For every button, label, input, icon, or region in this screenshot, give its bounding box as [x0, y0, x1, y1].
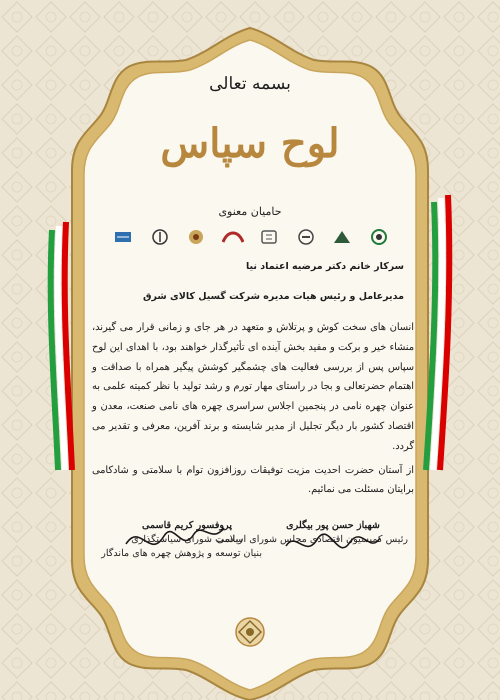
sponsor-logo	[368, 228, 390, 246]
certificate-title: لوح سپاس	[160, 120, 340, 167]
recipient-name: سرکار خانم دکتر مرضیه اعتماد نیا	[245, 261, 404, 272]
sponsors-label: حامیان معنوی	[218, 205, 282, 218]
signatory-role: رئیس کمیسیون اقتصادی مجلس شورای اسلامی	[216, 534, 408, 545]
sponsor-logo	[258, 228, 280, 246]
signature-scribble-right	[278, 520, 388, 570]
signatory-name: پروفسور کریم قاسمی	[141, 520, 233, 531]
sponsor-logo	[149, 228, 171, 246]
certificate-body	[92, 318, 414, 500]
closing-paragraph: از آستان حضرت احدیت مزیت توفیقات روزافزون توام با سلامتی و شادکامی برایتان مسئلت می نمائیم.	[92, 464, 414, 496]
sponsor-logo	[222, 228, 244, 246]
sponsor-logo	[185, 228, 207, 246]
sponsor-logo	[112, 228, 134, 246]
signatory-organization: بنیان توسعه و پژوهش چهره های ماندگار	[101, 548, 262, 559]
basmala: بسمه تعالی	[209, 74, 291, 94]
emblem-icon	[236, 618, 264, 646]
signatory-name: شهباز حسن پور بیگلری	[286, 520, 380, 531]
sponsor-logo	[295, 228, 317, 246]
body-paragraph: انسان های سخت کوش و پرتلاش و متعهد در هر جای و زمانی قرار می گیرند، منشاء خیر و برکت و مفید بخش آینده ای تأثیرگذار خواهند بود، با اهدای این لوح سپاس پس از بررسی فعالیت های چشمگیر کوشش پیگیر همراه با صداقت و اهتمام حضرتعالی و بجا در راستای مهار تورم و رشد تولید با نظر کمیته علمی به عنوان چهره نامی در پنجمین اجلاس سراسری چهره های نامی صنعت، معدن و اقتصاد کشور بار دیگر تجلیل از مدیر شایسته و برند آفرین، معرفی و تقدیر می گردد.	[92, 322, 414, 452]
signatory-role: ریاست شورای سیاستگذاری	[131, 534, 243, 545]
recipient-title: مدیرعامل و رئیس هیات مدیره شرکت گسیل کالای شرق	[142, 291, 404, 302]
signature-scribble-left	[120, 514, 230, 564]
sponsor-logo	[331, 228, 353, 246]
sponsor-logos	[112, 226, 390, 248]
